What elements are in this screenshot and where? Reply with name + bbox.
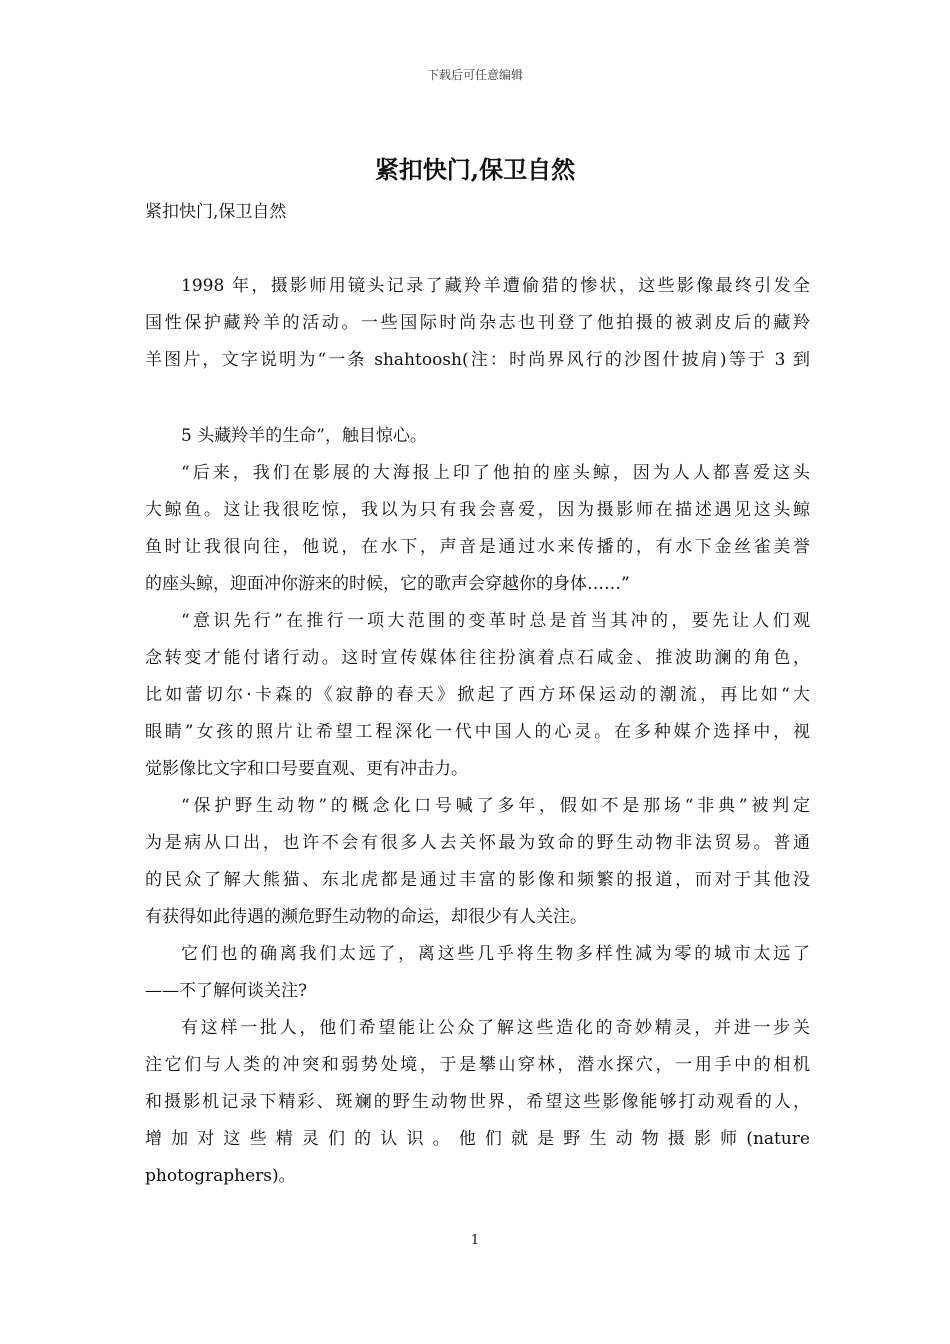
text-line: 1998 年，摄影师用镜头记录了藏羚羊遭偷猎的惨状，这些影像最终引发全	[181, 276, 810, 296]
text-line: 它们也的确离我们太远了，离这些几乎将生物多样性减为零的城市太远了	[181, 944, 810, 964]
text-line: 有获得如此待遇的濒危野生动物的命运，却很少有人关注。	[145, 907, 587, 927]
text-line: “保护野生动物”的概念化口号喊了多年，假如不是那场“非典”被判定	[181, 796, 810, 816]
text-line: 觉影像比文字和口号要直观、更有冲击力。	[145, 759, 468, 779]
text-line: 和摄影机记录下精彩、斑斓的野生动物世界，希望这些影像能够打动观看的人，	[145, 1092, 810, 1112]
document-subtitle: 紧扣快门,保卫自然	[145, 202, 287, 222]
text-line: 注它们与人类的冲突和弱势处境，于是攀山穿林，潜水探穴，一用手中的相机	[145, 1055, 810, 1075]
text-line: 有这样一批人，他们希望能让公众了解这些造化的奇妙精灵，并进一步关	[181, 1018, 810, 1038]
text-line: 念转变才能付诸行动。这时宣传媒体往往扮演着点石咸金、推波助澜的角色，	[145, 648, 810, 668]
text-line: 羊图片，文字说明为“一条 shahtoosh(注：时尚界风行的沙图什披肩)等于 3 到	[145, 350, 810, 370]
text-line: 比如蕾切尔·卡森的《寂静的春天》掀起了西方环保运动的潮流，再比如“大	[145, 685, 810, 705]
text-line: ——不了解何谈关注?	[145, 981, 308, 1001]
text-line: “意识先行”在推行一项大范围的变革时总是首当其冲的，要先让人们观	[181, 611, 810, 631]
text-line: 5 头藏羚羊的生命”，触目惊心。	[181, 426, 427, 446]
text-line: 为是病从口出，也许不会有很多人去关怀最为致命的野生动物非法贸易。普通	[145, 833, 810, 853]
text-line: photographers)。	[145, 1166, 296, 1186]
header-note: 下载后可任意编辑	[426, 68, 523, 82]
paragraph-block-1	[145, 268, 810, 379]
document-title: 紧扣快门,保卫自然	[374, 155, 576, 184]
paragraph-block-2	[145, 418, 810, 1195]
text-line: 的民众了解大熊猫、东北虎都是通过丰富的影像和频繁的报道，而对于其他没	[145, 870, 810, 890]
text-line: 眼睛”女孩的照片让希望工程深化一代中国人的心灵。在多种媒介选择中，视	[145, 722, 810, 742]
text-line: “后来，我们在影展的大海报上印了他拍的座头鲸，因为人人都喜爱这头	[181, 463, 810, 483]
text-line: 鱼时让我很向往，他说，在水下，声音是通过水来传播的，有水下金丝雀美誉	[145, 537, 810, 557]
text-line: 的座头鲸，迎面冲你游来的时候，它的歌声会穿越你的身体……”	[145, 574, 630, 594]
page-number: 1	[470, 1233, 480, 1248]
text-line: 国性保护藏羚羊的活动。一些国际时尚杂志也刊登了他拍摄的被剥皮后的藏羚	[145, 313, 810, 333]
text-line: 大鲸鱼。这让我很吃惊，我以为只有我会喜爱，因为摄影师在描述遇见这头鲸	[145, 500, 810, 520]
text-line: 增加对这些精灵们的认识。他们就是野生动物摄影师(nature	[145, 1129, 810, 1149]
